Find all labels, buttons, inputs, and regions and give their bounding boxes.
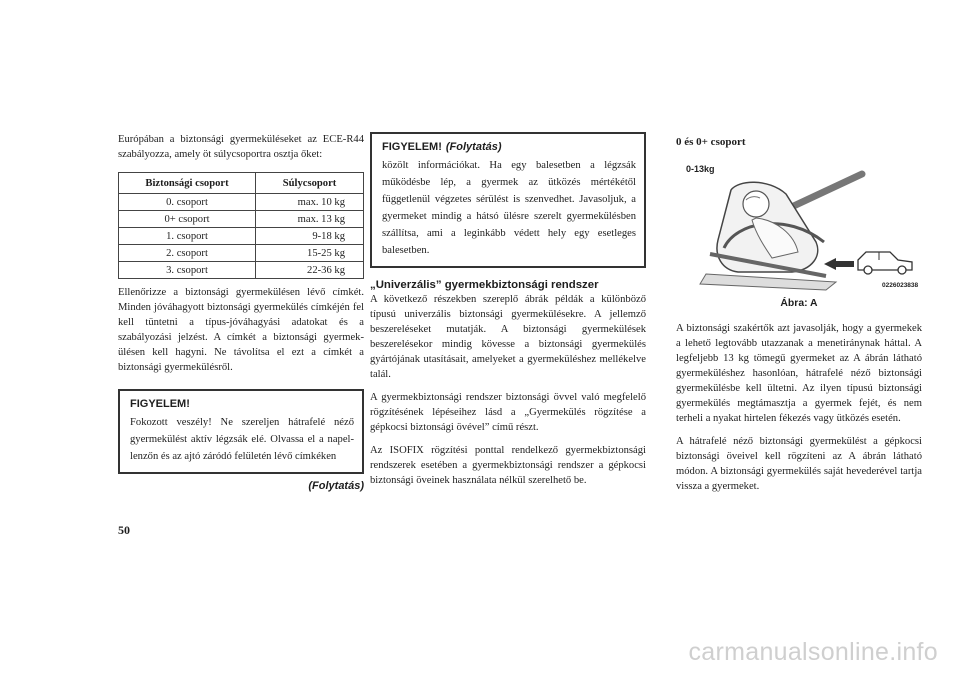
table-cell: 2. csoport	[119, 245, 256, 262]
label-paragraph: Ellenőrizze a biztonsági gyermekülésen lévő címkét. Minden jóváhagyott biztonsági gyermekülés címkéjén fel kell tüntetni a típus-jóváhagyási adatokat és a szabályozási jelzést. A címkét a biztonsági gyermekülésen kell hagyni. Ne távolítsa el ezt a címkét a biztonsági gyermekülésről.	[118, 287, 364, 373]
table-cell: 3. csoport	[119, 262, 256, 279]
table-cell: 0. csoport	[119, 194, 256, 211]
table-row	[119, 245, 364, 262]
paragraph: A következő részekben szereplő ábrák példák a különböző típusú univerzális biztonsági gyermekülésekre. A jellemző beszereléseket mutatják. A biztonsági gyermekülések beszerelésekor mindig kövesse a biztonsági gyermekülés gyártójának utasításait, amelyeket a gyermeküléshez mellékelve talál.	[370, 294, 646, 380]
table-header-cell: Biztonsági csoport	[119, 173, 256, 194]
table-cell: 22-36 kg	[256, 262, 364, 279]
table-cell: 0+ csoport	[119, 211, 256, 228]
table-row	[119, 211, 364, 228]
figure-a	[676, 160, 922, 292]
warning-text: Fokozott veszély! Ne szereljen hátrafelé néző gyermekülést aktív légzsák elé. Olvassa el a napellenzőn és az ajtó záródó felületén lévő címkéken	[130, 417, 354, 462]
warning-title: FIGYELEM!	[130, 398, 190, 410]
table-cell: 9-18 kg	[256, 228, 364, 245]
table-cell: max. 10 kg	[256, 194, 364, 211]
figure-weight-label: 0-13kg	[686, 164, 715, 174]
warning-box	[118, 389, 364, 474]
table-row	[119, 228, 364, 245]
warning-title-suffix: (Folytatás)	[445, 141, 502, 153]
figure-caption: Ábra: A	[780, 298, 818, 309]
page-number: 50	[118, 523, 130, 537]
table-cell: 15-25 kg	[256, 245, 364, 262]
table-row	[119, 262, 364, 279]
paragraph: A gyermekbiztonsági rendszer biztonsági övvel való megfelelő rögzítésének lépéseihez lásd a „Gyermekülés rögzítése a gépkocsi biztonsági övével” című részt.	[370, 392, 646, 433]
paragraph: Az ISOFIX rögzítési ponttal rendelkező gyermekbiztonsági rendszerek esetében a gyermekbiztonsági rendszer a gépkocsi biztonsági öveinek használata nélkül szerelhető be.	[370, 445, 646, 486]
table-header-cell: Súlycsoport	[256, 173, 364, 194]
continued-label: (Folytatás)	[308, 480, 364, 492]
section-heading: „Univerzális” gyermekbiztonsági rendszer	[370, 279, 599, 291]
column-2	[370, 132, 646, 496]
column-3	[676, 135, 922, 502]
warning-title-text: FIGYELEM!	[382, 141, 442, 153]
group-heading: 0 és 0+ csoport	[676, 136, 746, 148]
column-1	[118, 132, 364, 494]
warning-box-continued	[370, 132, 646, 268]
table-cell: max. 13 kg	[256, 211, 364, 228]
table-cell: 1. csoport	[119, 228, 256, 245]
table-header-row	[119, 173, 364, 194]
warning-text: közölt információkat. Ha egy balesetben a légzsák működésbe lép, a gyermek az ütközés mértékétől függetlenül végzetes sérülést is szenvedhet. Javasoljuk, a gyermeket mindig a hátsó ülésre szerelt gyermekülésben szállítsa, ami a leginkább védett hely egy esetleges balesetben.	[382, 160, 636, 256]
watermark: carmanualsonline.info	[688, 638, 938, 666]
intro-paragraph: Európában a biztonsági gyermeküléseket az ECE-R44 szabályozza, amely öt súlycsoportra osztja őket:	[118, 134, 364, 160]
paragraph: A hátrafelé néző biztonsági gyermekülést a gépkocsi biztonsági öveivel kell rögzíteni az A ábrán látható módon. A biztonsági gyermekülés saját hevederével tartja vissza a gyermeket.	[676, 436, 922, 492]
table-row	[119, 194, 364, 211]
figure-code: 0226023838	[882, 282, 919, 289]
warning-title	[382, 140, 636, 155]
paragraph: A biztonsági szakértők azt javasolják, hogy a gyermekek a lehető legtovább utazzanak a menetiránynak háttal. A legfeljebb 13 kg tömegű gyermeket az A ábrán látható gyermeküléshez hasonlóan, hátrafelé néző biztonsági gyermekülésbe kell ültetni. Az ilyen típusú biztonsági gyermekülés megtámasztja a gyermek fejét, és nem terheli a nyakat hirtelen fékezés vagy ütközés esetén.	[676, 323, 922, 424]
weight-group-table	[118, 172, 364, 279]
rear-facing-seat-illustration	[676, 160, 922, 292]
